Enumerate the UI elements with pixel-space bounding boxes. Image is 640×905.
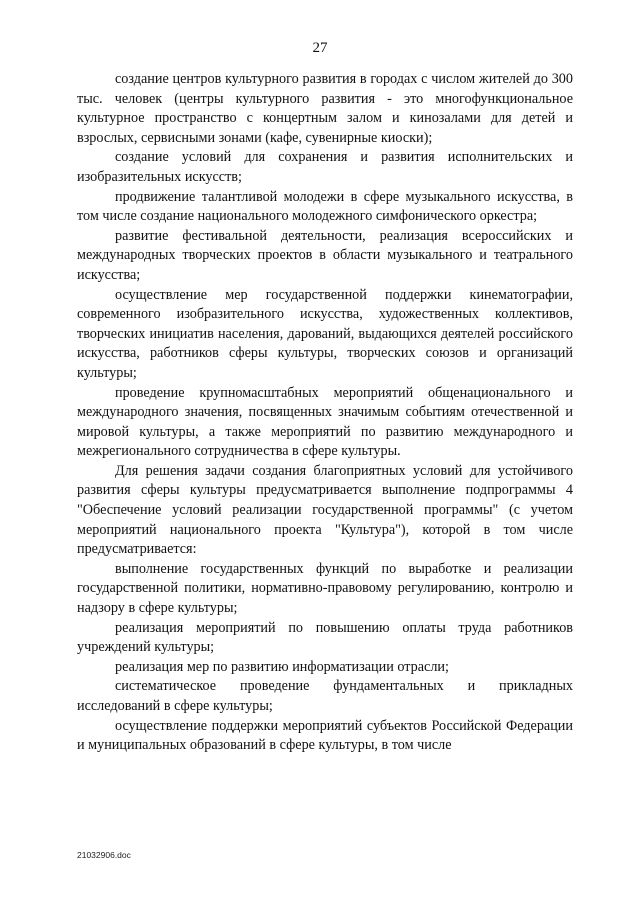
paragraph: выполнение государственных функций по выработке и реализации государственной политики, нормативно-правовому регулированию, контролю и надзору в сфере культуры;: [77, 560, 573, 617]
footer-filename: 21032906.doc: [77, 850, 131, 860]
paragraph: развитие фестивальной деятельности, реализация всероссийских и международных творческих проектов в области музыкального и театрального искусства;: [77, 227, 573, 283]
document-body: [77, 70, 573, 756]
paragraph: осуществление мер государственной поддержки кинематографии, современного изобразительного искусства, художественных коллективов, творческих инициатив населения, дарований, выдающихся деятелей российского искусства, работников сферы культуры, творческих союзов и организаций культуры;: [77, 286, 573, 381]
paragraph: продвижение талантливой молодежи в сфере музыкального искусства, в том числе создание национального молодежного симфонического оркестра;: [77, 188, 573, 225]
paragraph: создание центров культурного развития в городах с числом жителей до 300 тыс. человек (центры культурного развития - это многофункциональное культурное пространство с концертным залом и кинозалами для детей и взрослых, сервисными зонами (кафе, сувенирные киоски);: [77, 71, 573, 146]
paragraph: реализация мер по развитию информатизации отрасли;: [115, 658, 449, 675]
page-number: 27: [312, 40, 328, 56]
paragraph: Для решения задачи создания благоприятных условий для устойчивого развития сферы культуры предусматривается выполнение подпрограммы 4 "Обеспечение условий реализации государственной программы" (с учетом мероприятий национального проекта "Культура"), которой в том числе предусматривается:: [77, 462, 573, 558]
paragraph: систематическое проведение фундаментальных и прикладных исследований в сфере культуры;: [77, 678, 573, 714]
paragraph: создание условий для сохранения и развития исполнительских и изобразительных искусств;: [77, 149, 573, 185]
paragraph: осуществление поддержки мероприятий субъектов Российской Федерации и муниципальных образований в сфере культуры, в том числе: [77, 717, 573, 754]
paragraph: реализация мероприятий по повышению оплаты труда работников учреждений культуры;: [77, 619, 573, 656]
paragraph: проведение крупномасштабных мероприятий общенационального и международного значения, посвященных значимым событиям отечественной и мировой культуры, а также мероприятий по развитию международного и межрегионального сотрудничества в сфере культуры.: [77, 384, 573, 460]
